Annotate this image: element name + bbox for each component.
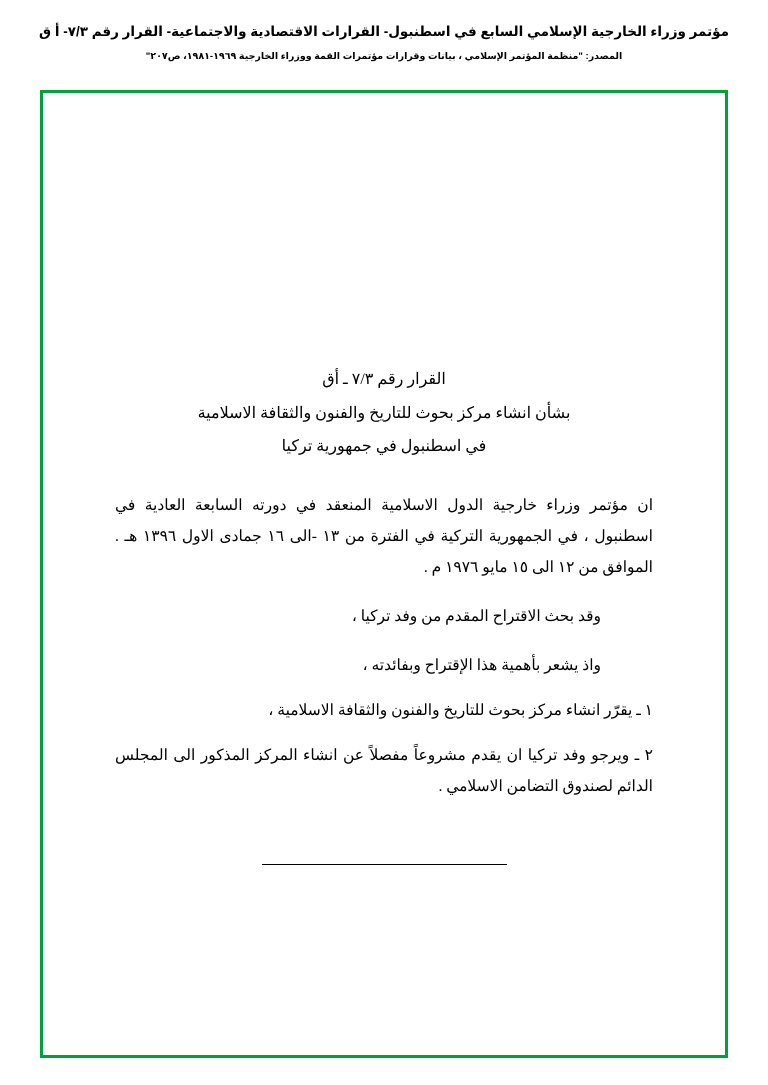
page-header bbox=[0, 0, 768, 64]
decision-subject-line-2: في اسطنبول في جمهورية تركيا bbox=[281, 438, 487, 456]
decision-number: القرار رقم ٧/٣ ـ أق bbox=[322, 371, 446, 388]
clause-2: واذ يشعر بأهمية هذا الإقتراح وبفائدته ، bbox=[362, 656, 601, 674]
clause-3: ١ ـ يقرّر انشاء مركز بحوث للتاريخ والفنون والثقافة الاسلامية ، bbox=[268, 701, 653, 719]
document-body bbox=[43, 363, 725, 865]
header-source: المصدر: "منظمة المؤتمر الإسلامي ، بيانات وقرارات مؤتمرات القمة ووزراء الخارجية ١٩٦٩-١٩٨١، ص٢٠٧" bbox=[145, 51, 623, 63]
document-frame bbox=[40, 90, 728, 1058]
clause-1: وقد بحث الاقتراح المقدم من وفد تركيا ، bbox=[351, 607, 601, 625]
header-title: مؤتمر وزراء الخارجية الإسلامي السابع في اسطنبول- القرارات الاقتصادية والاجتماعية- القرار رقم ٧/٣- أ ق bbox=[39, 24, 729, 39]
horizontal-rule bbox=[262, 864, 507, 865]
clause-4: ٢ ـ ويرجو وفد تركيا ان يقدم مشروعاً مفصلاً عن انشاء المركز المذكور الى المجلس الدائم لصندوق التضامن الاسلامي . bbox=[115, 746, 653, 795]
preamble-paragraph: ان مؤتمر وزراء خارجية الدول الاسلامية المنعقد في دورته السابعة العادية في اسطنبول ، في الجمهورية التركية في الفترة من ١٣ -الى ١٦ جمادى الاول ١٣٩٦ هـ . الموافق من ١٢ الى ١٥ مايو ١٩٧٦ م . bbox=[115, 496, 653, 576]
decision-subject-line-1: بشأن انشاء مركز بحوث للتاريخ والفنون والثقافة الاسلامية bbox=[197, 404, 571, 422]
